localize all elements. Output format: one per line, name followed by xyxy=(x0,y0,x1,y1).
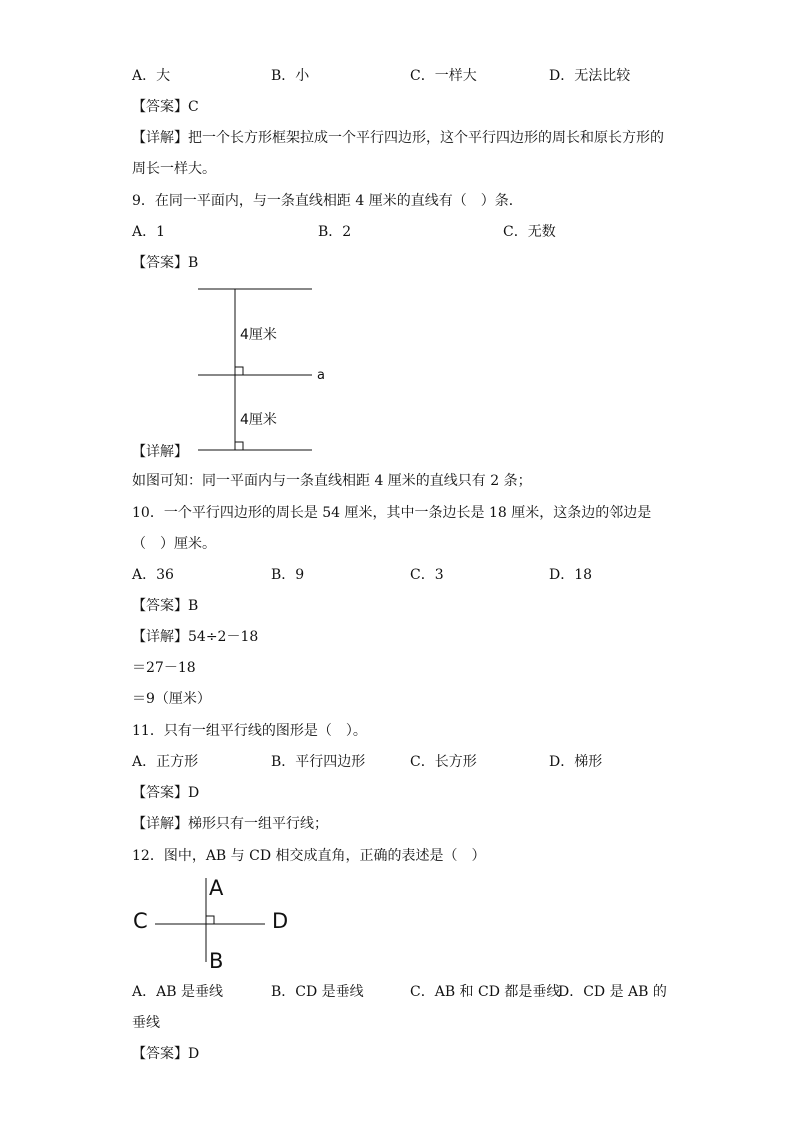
q11-detail: 【详解】梯形只有一组平行线； xyxy=(132,816,328,832)
q9-label-top-distance: 4厘米 xyxy=(240,327,277,343)
q8-option-a: A．大 xyxy=(132,68,171,84)
q9-detail-label: 【详解】 xyxy=(132,444,188,460)
q9-right-angle-mark-2 xyxy=(235,442,243,450)
q9-label-bottom-distance: 4厘米 xyxy=(240,412,277,428)
q12-perpendicular-figure xyxy=(125,872,305,972)
q12-option-a: A．AB 是垂线 xyxy=(132,984,223,1000)
q12-label-b: B xyxy=(209,949,224,972)
q11-answer: 【答案】D xyxy=(132,785,200,801)
q8-detail-line-2: 周长一样大。 xyxy=(132,161,216,177)
q8-option-c: C．一样大 xyxy=(410,68,477,84)
q10-detail-line-2: ＝27－18 xyxy=(132,660,196,676)
q12-option-b: B．CD 是垂线 xyxy=(271,984,364,1000)
q12-label-a: A xyxy=(209,876,224,900)
q8-answer: 【答案】C xyxy=(132,99,199,115)
q12-right-angle-mark xyxy=(206,916,214,924)
q11-option-b: B．平行四边形 xyxy=(271,754,366,770)
q9-answer: 【答案】B xyxy=(132,255,199,271)
q9-option-b: B．2 xyxy=(318,224,352,240)
q10-detail-line-1: 【详解】54÷2－18 xyxy=(132,629,259,645)
q9-parallel-lines-figure xyxy=(190,280,340,460)
q11-option-c: C．长方形 xyxy=(410,754,477,770)
q10-option-a: A．36 xyxy=(132,567,174,583)
q8-option-d: D．无法比较 xyxy=(549,68,631,84)
q11-stem: 11．只有一组平行线的图形是（ ）。 xyxy=(132,723,367,739)
q8-option-b: B．小 xyxy=(271,68,310,84)
q9-right-angle-mark-1 xyxy=(235,367,243,375)
q9-label-line-a: a xyxy=(317,368,325,383)
q12-option-d: D．CD 是 AB 的 xyxy=(558,984,667,1000)
q12-label-c: C xyxy=(133,909,148,933)
q8-detail-line-1: 【详解】把一个长方形框架拉成一个平行四边形，这个平行四边形的周长和原长方形的 xyxy=(132,130,664,146)
q10-answer: 【答案】B xyxy=(132,598,199,614)
q12-answer: 【答案】D xyxy=(132,1046,200,1062)
q9-detail: 如图可知：同一平面内与一条直线相距 4 厘米的直线只有 2 条； xyxy=(132,473,532,489)
q9-option-c: C．无数 xyxy=(503,224,556,240)
q12-label-d: D xyxy=(272,909,289,933)
q10-detail-line-3: ＝9（厘米） xyxy=(132,691,211,707)
q10-stem-line-2: （ ）厘米。 xyxy=(132,536,216,552)
q12-stem: 12．图中，AB 与 CD 相交成直角，正确的表述是（ ） xyxy=(132,848,486,864)
q12-option-c: C．AB 和 CD 都是垂线 xyxy=(410,984,561,1000)
q9-stem: 9．在同一平面内，与一条直线相距 4 厘米的直线有（ ）条． xyxy=(132,193,523,209)
q11-option-a: A．正方形 xyxy=(132,754,199,770)
q10-option-d: D．18 xyxy=(549,567,593,583)
q10-option-b: B．9 xyxy=(271,567,305,583)
q10-option-c: C．3 xyxy=(410,567,444,583)
q10-stem-line-1: 10．一个平行四边形的周长是 54 厘米，其中一条边长是 18 厘米，这条边的邻边是 xyxy=(132,505,652,521)
q12-option-d-continued: 垂线 xyxy=(132,1015,160,1031)
q9-option-a: A．1 xyxy=(132,224,166,240)
q11-option-d: D．梯形 xyxy=(549,754,603,770)
